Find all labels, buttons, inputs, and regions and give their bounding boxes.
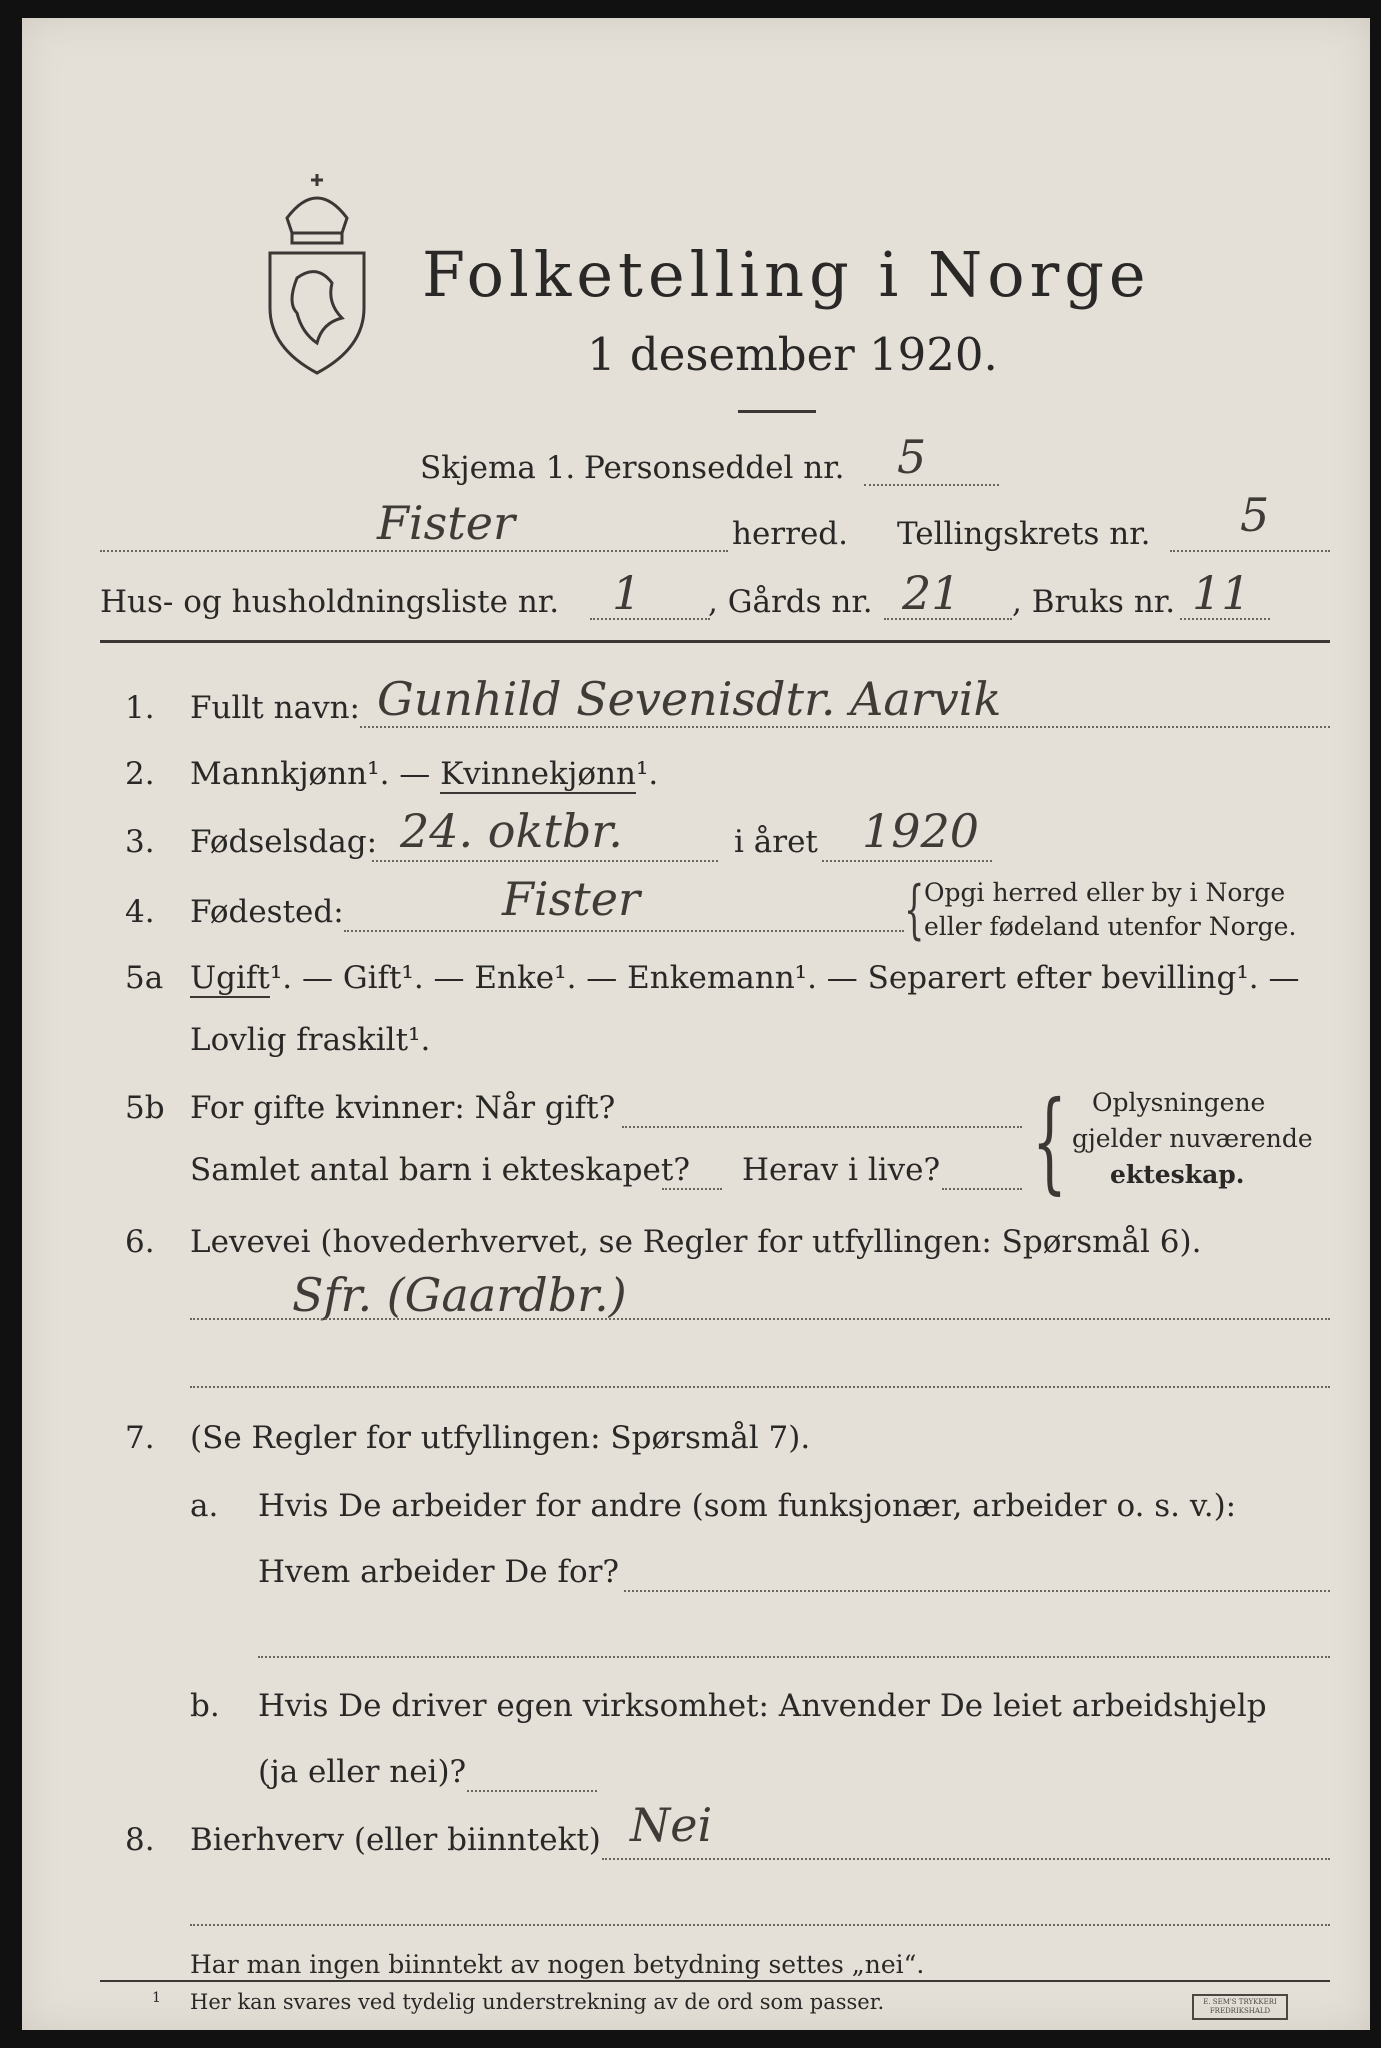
q2-kvinnekjonn: Kvinnekjønn [440,756,636,792]
q5a-rest: ¹. — Gift¹. — Enke¹. — Enkemann¹. — Separert efter bevilling¹. — [269,960,1300,996]
herred-label: herred. [732,516,848,552]
q1-number: 1. [125,690,155,726]
q4-value: Fister [502,872,640,926]
husliste-value: 1 [612,566,642,620]
q5b-number: 5b [125,1090,165,1126]
census-date: 1 desember 1920. [587,328,998,381]
personseddel-label: Personseddel nr. [584,450,845,486]
q7a-line-2 [258,1656,1330,1658]
q8-value: Nei [630,1798,713,1852]
form-title: Folketelling i Norge [422,238,1151,311]
q7b-line [467,1790,597,1792]
census-form [22,18,1370,2030]
q5b-line-1 [622,1126,1022,1128]
q5b-note-1: Oplysningene [1092,1088,1266,1117]
q5a-options [190,960,1299,996]
q6-label: Levevei (hovederhvervet, se Regler for utfyllingen: Spørsmål 6). [190,1224,1202,1260]
bruks-value: 11 [1192,566,1251,620]
tellingskrets-label: Tellingskrets nr. [897,516,1151,552]
herred-line [100,550,728,552]
q5b-note-3: ekteskap. [1110,1160,1245,1189]
q7b-question: (ja eller nei)? [258,1754,467,1790]
tellingskrets-line [1170,550,1330,552]
coat-of-arms-icon [262,168,372,378]
q4-label: Fødested: [190,894,344,930]
husliste-label: Hus- og husholdningsliste nr. [100,584,560,620]
q8-line-1 [602,1858,1330,1860]
q7a-text: Hvis De arbeider for andre (som funksjonær, arbeider o. s. v.): [258,1488,1237,1524]
printer-stamp: E. SEM'S TRYKKERI FREDRIKSHALD [1192,1994,1288,2020]
q4-brace: { [904,873,925,947]
q4-note-1: Opgi herred eller by i Norge [924,878,1286,907]
q5b-line-3 [942,1188,1022,1190]
footnote-text: Her kan svares ved tydelig understrekning av de ord som passer. [190,1990,885,2014]
q7-number: 7. [125,1420,155,1456]
q7b-text: Hvis De driver egen virksomhet: Anvender De leiet arbeidshjelp [258,1688,1267,1724]
q4-line [344,930,904,932]
q7a-question: Hvem arbeider De for? [258,1554,620,1590]
q4-number: 4. [125,894,155,930]
q3-label: Fødselsdag: [190,824,378,860]
q5b-brace: { [1032,1077,1067,1205]
q7-label: (Se Regler for utfyllingen: Spørsmål 7). [190,1420,811,1456]
header-divider [100,640,1330,643]
q3-number: 3. [125,824,155,860]
q8-line-2 [190,1924,1330,1926]
q7b-number: b. [190,1688,220,1724]
personseddel-line [864,484,999,486]
q5b-note-2: gjelder nuværende [1072,1124,1313,1153]
q8-number: 8. [125,1822,155,1858]
personseddel-value: 5 [897,430,927,484]
footer-divider [100,1980,1330,1982]
q2-footnote-mark: ¹. [636,756,659,792]
bruks-label: , Bruks nr. [1012,584,1176,620]
q3-value: 24. oktbr. [400,804,623,858]
gards-label: , Gårds nr. [708,584,873,620]
q8-label: Bierhverv (eller biinntekt) [190,1822,601,1858]
q5a-ugift: Ugift [190,960,270,996]
q1-value: Gunhild Sevenisdtr. Aarvik [377,672,1002,726]
footnote-mark: 1 [152,1990,161,2006]
q3-year-line [822,860,992,862]
q2-text [190,756,658,792]
q5b-label-1: For gifte kvinner: Når gift? [190,1090,616,1126]
q6-value: Sfr. (Gaardbr.) [292,1268,627,1322]
q3-year-value: 1920 [862,804,980,858]
q2-mannkjonn: Mannkjønn¹. — [190,756,431,792]
q2-number: 2. [125,756,155,792]
footer-note: Har man ingen biinntekt av nogen betydning settes „nei“. [190,1950,925,1979]
q5b-line-2 [662,1188,722,1190]
q3-line [372,860,718,862]
tellingskrets-value: 5 [1240,488,1270,542]
herred-value: Fister [377,496,515,550]
q1-label: Fullt navn: [190,690,360,726]
q5a-line2: Lovlig fraskilt¹. [190,1022,431,1058]
q6-line-1 [190,1318,1330,1320]
husliste-line [590,618,710,620]
q5b-label-3: Herav i live? [742,1152,941,1188]
q6-number: 6. [125,1224,155,1260]
q3-year-label: i året [734,824,818,860]
q7a-number: a. [190,1488,219,1524]
q7a-line-1 [624,1590,1330,1592]
q4-note-2: eller fødeland utenfor Norge. [924,912,1297,941]
skjema-label: Skjema 1. [420,450,576,486]
q5b-label-2: Samlet antal barn i ekteskapet? [190,1152,690,1188]
title-divider [738,410,816,413]
gards-value: 21 [902,566,961,620]
q5a-number: 5a [125,960,164,996]
q6-line-2 [190,1386,1330,1388]
q1-line [360,726,1330,728]
